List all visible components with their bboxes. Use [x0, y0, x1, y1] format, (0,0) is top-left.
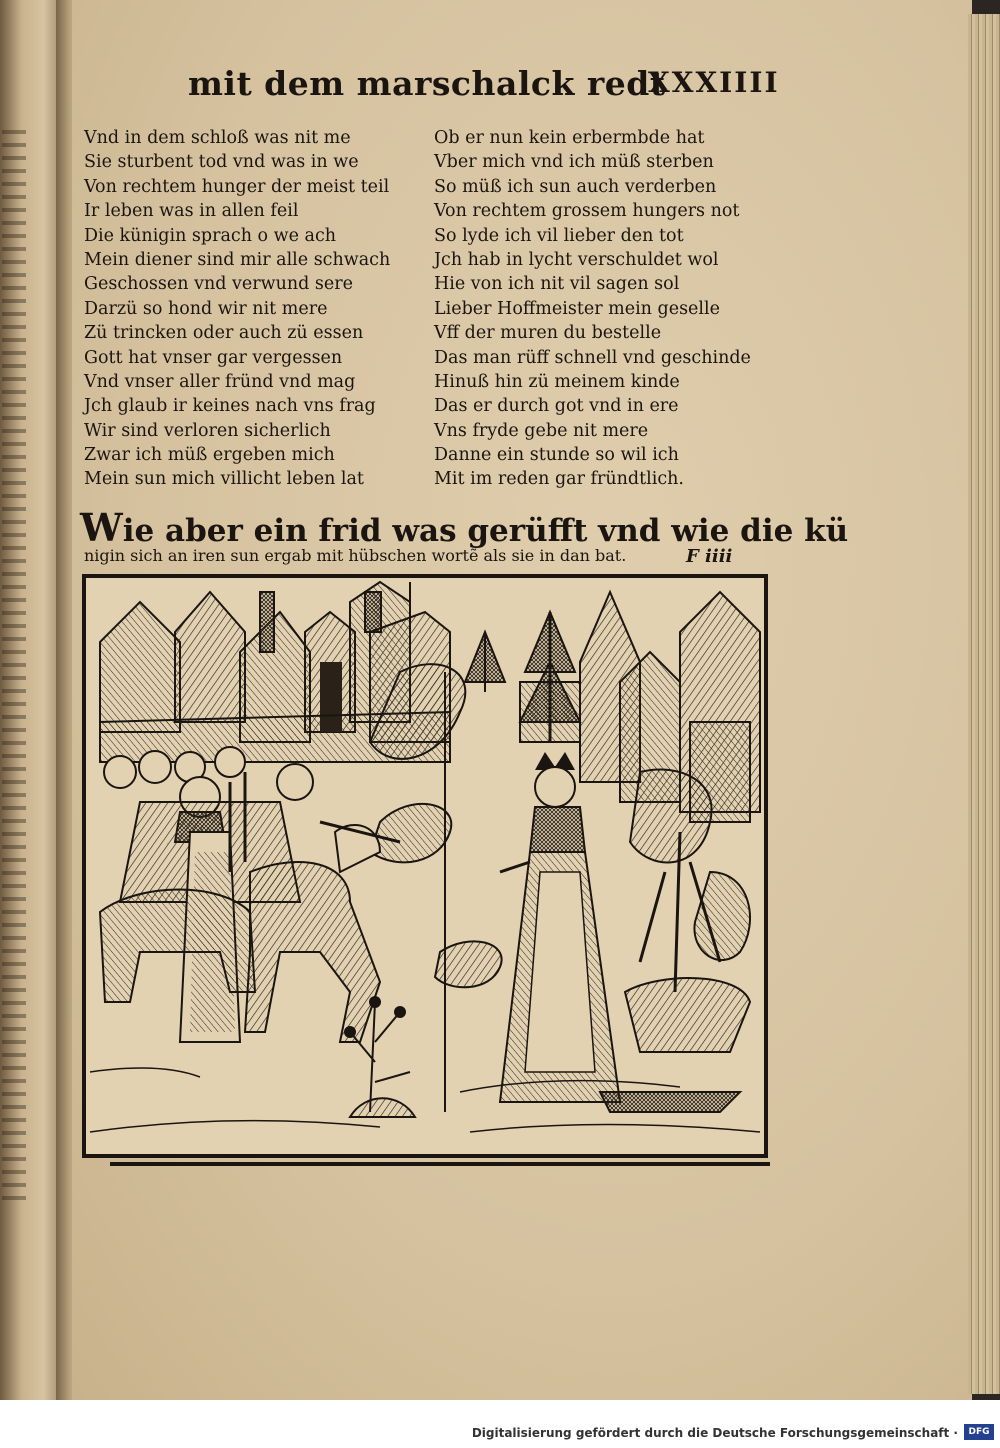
- verse-line: Wir sind verloren sicherlich: [84, 420, 331, 441]
- dfg-credit: Digitalisierung gefördert durch die Deutsche Forschungsgemeinschaft ·: [471, 1426, 958, 1440]
- dfg-logo: DFG: [964, 1424, 994, 1440]
- page-edges: [968, 14, 1000, 1394]
- chapter-heading-text: ie aber ein frid was gerüfft vnd wie die kü: [122, 513, 849, 549]
- verse-line: Geschossen vnd verwund sere: [84, 274, 353, 295]
- verse-line: Gott hat vnser gar vergessen: [84, 347, 343, 368]
- verse-line: Zü trincken oder auch zü essen: [84, 323, 364, 344]
- verse-line: Vnd in dem schloß was nit me: [84, 128, 351, 148]
- chapter-heading-line1: [80, 505, 848, 550]
- verse-line: Zwar ich müß ergeben mich: [84, 445, 335, 466]
- verse-line: Das er durch got vnd in ere: [434, 396, 679, 417]
- verse-line: So müß ich sun auch verderben: [434, 176, 717, 197]
- woodcut-illustration: [80, 572, 770, 1168]
- verse-line: Ob er nun kein erbermbde hat: [434, 128, 705, 148]
- facing-page-text-ghost: [2, 130, 26, 1200]
- signature-mark: F iiii: [686, 546, 733, 567]
- verse-line: Vnd vnser aller fründ vnd mag: [84, 371, 356, 392]
- viewer-footer: [0, 1400, 1000, 1448]
- verse-column-left: [84, 126, 390, 492]
- verse-column-right: [434, 126, 751, 492]
- facing-page-edge: [0, 0, 62, 1400]
- verse-line: Lieber Hoffmeister mein geselle: [434, 298, 720, 319]
- verse-line: Mit im reden gar fründtlich.: [434, 469, 684, 490]
- verse-line: Von rechtem grossem hungers not: [434, 201, 740, 222]
- folio-number: XXXIIII: [648, 66, 780, 99]
- verse-line: Das man rüff schnell vnd geschinde: [434, 347, 751, 368]
- chapter-initial: W: [80, 505, 123, 550]
- verse-line: Sie sturbent tod vnd was in we: [84, 152, 359, 173]
- verse-line: Jch hab in lycht verschuldet wol: [434, 249, 719, 270]
- verse-line: Die künigin sprach o we ach: [84, 225, 337, 246]
- chapter-heading-line2: nigin sich an iren sun ergab mit hübschen wortẽ als sie in dan bat.: [84, 546, 627, 565]
- verse-line: Danne ein stunde so wil ich: [434, 445, 679, 466]
- verse-line: Vff der muren du bestelle: [434, 323, 662, 344]
- verse-line: So lyde ich vil lieber den tot: [434, 225, 684, 246]
- verse-line: Ir leben was in allen feil: [84, 201, 299, 222]
- verse-line: Mein diener sind mir alle schwach: [84, 249, 391, 270]
- verse-line: Vber mich vnd ich müß sterben: [434, 152, 714, 173]
- verse-line: Hie von ich nit vil sagen sol: [434, 274, 680, 295]
- verse-line: Vns fryde gebe nit mere: [434, 420, 649, 441]
- verse-line: Von rechtem hunger der meist teil: [84, 176, 390, 197]
- verse-line: Hinuß hin zü meinem kinde: [434, 371, 680, 392]
- verse-line: Jch glaub ir keines nach vns frag: [84, 396, 376, 417]
- verse-line: Darzü so hond wir nit mere: [84, 298, 328, 319]
- verse-line: Mein sun mich villicht leben lat: [84, 469, 364, 490]
- running-headline: mit dem marschalck redt: [188, 64, 666, 103]
